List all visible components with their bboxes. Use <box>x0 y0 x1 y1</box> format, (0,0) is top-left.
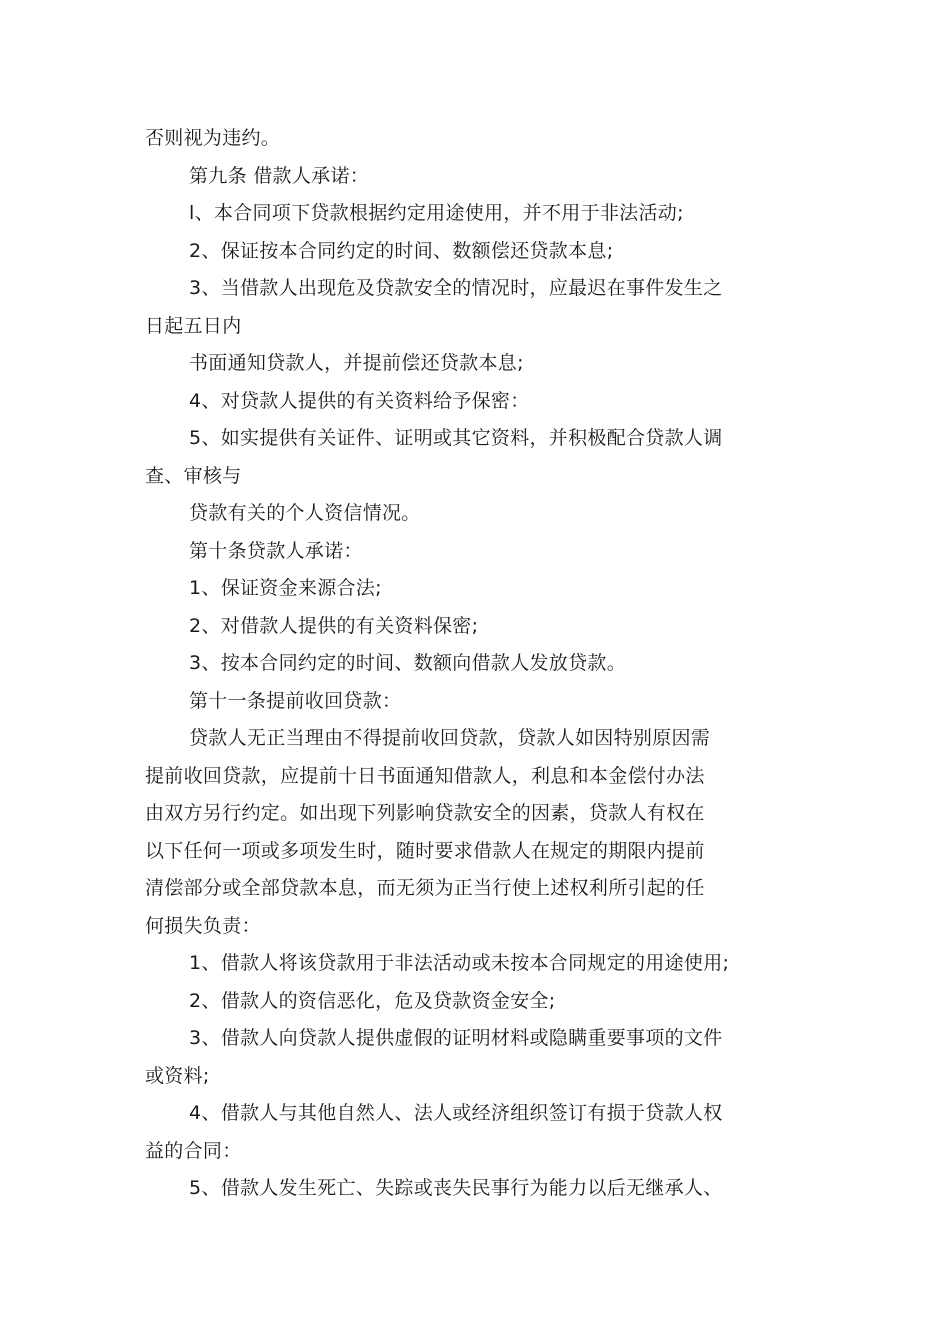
text-line: 贷款有关的个人资信情况。 <box>189 502 421 524</box>
text-line: 益的合同： <box>145 1139 242 1162</box>
text-line: 日起五日内 <box>145 314 242 337</box>
text-line: 4、对贷款人提供的有关资料给予保密： <box>189 389 530 412</box>
text-line: 1、保证资金来源合法; <box>189 577 382 599</box>
text-line: 贷款人无正当理由不得提前收回贷款，贷款人如因特别原因需 <box>189 727 711 749</box>
text-line: 3、当借款人出现危及贷款安全的情况时，应最迟在事件发生之 <box>189 277 723 299</box>
text-line: 清偿部分或全部贷款本息，而无须为正当行使上述权利所引起的任 <box>145 877 705 899</box>
text-line: 否则视为违约。 <box>145 127 281 149</box>
text-line: l、本合同项下贷款根据约定用途使用，并不用于非法活动; <box>189 202 684 224</box>
text-line: 5、借款人发生死亡、失踪或丧失民事行为能力以后无继承人、 <box>189 1177 723 1199</box>
text-line: 2、保证按本合同约定的时间、数额偿还贷款本息; <box>189 239 614 262</box>
text-line: 以下任何一项或多项发生时，随时要求借款人在规定的期限内提前 <box>145 839 705 862</box>
text-line: 查、审核与 <box>145 464 242 487</box>
text-line: 3、借款人向贷款人提供虚假的证明材料或隐瞒重要事项的文件 <box>189 1027 723 1049</box>
text-line: 何损失负责： <box>145 914 261 937</box>
text-line: 第十条贷款人承诺： <box>189 539 363 562</box>
text-line: 第十一条提前收回贷款： <box>189 689 402 712</box>
text-line: 3、按本合同约定的时间、数额向借款人发放贷款。 <box>189 652 626 674</box>
text-line: 2、借款人的资信恶化，危及贷款资金安全; <box>189 989 556 1012</box>
text-line: 5、如实提供有关证件、证明或其它资料，并积极配合贷款人调 <box>189 427 723 449</box>
text-line: 1、借款人将该贷款用于非法活动或未按本合同规定的用途使用; <box>189 952 730 974</box>
text-line: 或资料; <box>145 1064 210 1087</box>
text-line: 由双方另行约定。如出现下列影响贷款安全的因素，贷款人有权在 <box>145 802 705 824</box>
text-line: 4、借款人与其他自然人、法人或经济组织签订有损于贷款人权 <box>189 1102 723 1124</box>
text-line: 提前收回贷款，应提前十日书面通知借款人，利息和本金偿付办法 <box>145 764 705 787</box>
document-body <box>145 120 810 1208</box>
text-line: 书面通知贷款人，并提前偿还贷款本息; <box>189 352 524 374</box>
text-line: 第九条 借款人承诺： <box>189 164 370 187</box>
text-line: 2、对借款人提供的有关资料保密; <box>189 614 479 637</box>
